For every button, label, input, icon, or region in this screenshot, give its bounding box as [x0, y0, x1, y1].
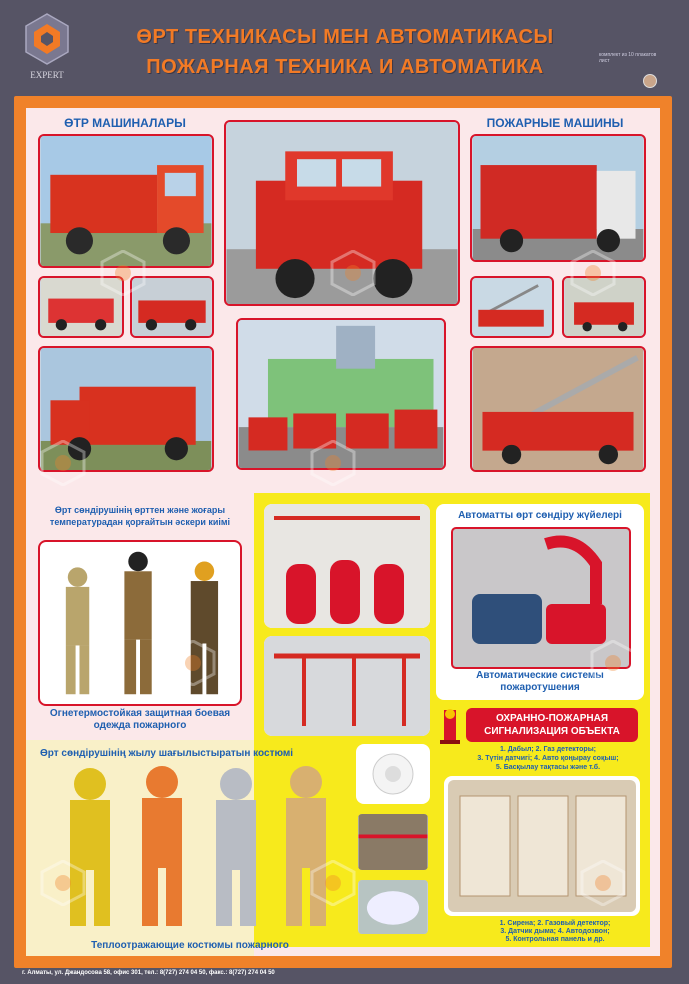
alarm-list-kz-item: 3. Түтін датчигі; 4. Авто қоңырау соқыш; [477, 755, 619, 762]
kit-note: комплект из 10 плакатов лист [599, 52, 657, 64]
photo-gaz-fire-truck [38, 346, 214, 472]
alarm-title-line1: ОХРАННО-ПОЖАРНАЯ [495, 713, 609, 724]
alarm-title-line2: СИГНАЛИЗАЦИЯ ОБЪЕКТА [484, 726, 620, 737]
alarm-list-ru-item: 3. Датчик дыма; 4. Автодозвон; [500, 928, 610, 935]
title-kz: ӨРТ ТЕХНИКАСЫ МЕН АВТОМАТИКАСЫ [136, 26, 554, 48]
caption-heat-kz: Өрт сөндірушінің жылу шағылыстыратын костюмі [40, 748, 294, 759]
caption-heat-ru: Теплоотражающие костюмы пожарного [91, 940, 289, 951]
title-ru: ПОЖАРНАЯ ТЕХНИКА И АВТОМАТИКА [146, 56, 544, 78]
card-sprinkler-pipes [264, 636, 430, 736]
photo-ladder-truck-2 [562, 276, 646, 338]
caption-suits-kz: Өрт сөндірушінің өрттен және жоғары температурадан қорғайтын әскери киімі [49, 505, 231, 527]
alarm-list-ru [480, 920, 630, 944]
alarm-list-ru-item: 1. Сирена; 2. Газовый детектор; [499, 920, 611, 927]
footer-address: г. Алматы, ул. Джандосова 58, офис 301, тел.: 8(727) 274 04 50, факс.: 8(727) 274 04 50 [22, 970, 275, 976]
photo-smoke-detector [356, 744, 430, 804]
caption-auto-kz: Автоматты өрт сөндіру жүйелері [458, 510, 622, 521]
section-title-vehicles-kz: ӨТР МАШИНАЛАРЫ [64, 116, 186, 130]
alarm-icon [438, 706, 462, 746]
card-control-panel [444, 776, 640, 916]
photo-fire-station [236, 318, 446, 470]
photo-modern-fire-truck [470, 134, 646, 262]
card-extinguisher-cylinders [264, 504, 430, 628]
photo-gas-discharge [356, 878, 430, 936]
photo-small-truck-2 [130, 276, 214, 338]
photo-aerial-ladder-truck [470, 346, 646, 472]
heat-suits-illustration [40, 760, 340, 932]
alarm-list-ru-item: 5. Контрольная панель и др. [505, 936, 605, 943]
photo-ladder-truck-1 [470, 276, 554, 338]
photo-ceiling-pipes [356, 812, 430, 872]
alarm-list-kz-item: 1. Дабыл; 2. Газ детекторы; [499, 746, 596, 753]
caption-suits-ru: Огнетермостойкая защитная боевая одежда пожарного [49, 708, 231, 731]
photo-small-truck-1 [38, 276, 124, 338]
alarm-banner [466, 708, 638, 742]
caption-auto-ru: Автоматические системы пожаротушения [476, 670, 604, 693]
card-protective-clothing [38, 540, 242, 706]
alarm-list-kz-item: 5. Басқылау тақтасы және т.б. [495, 764, 601, 771]
kit-number-circle [643, 74, 657, 88]
alarm-list-kz [458, 745, 638, 772]
logo-text: EXPERT [30, 70, 64, 80]
photo-zil-fire-truck [224, 120, 460, 306]
section-title-vehicles-ru: ПОЖАРНЫЕ МАШИНЫ [486, 116, 624, 130]
photo-kamaz-fire-truck [38, 134, 214, 268]
